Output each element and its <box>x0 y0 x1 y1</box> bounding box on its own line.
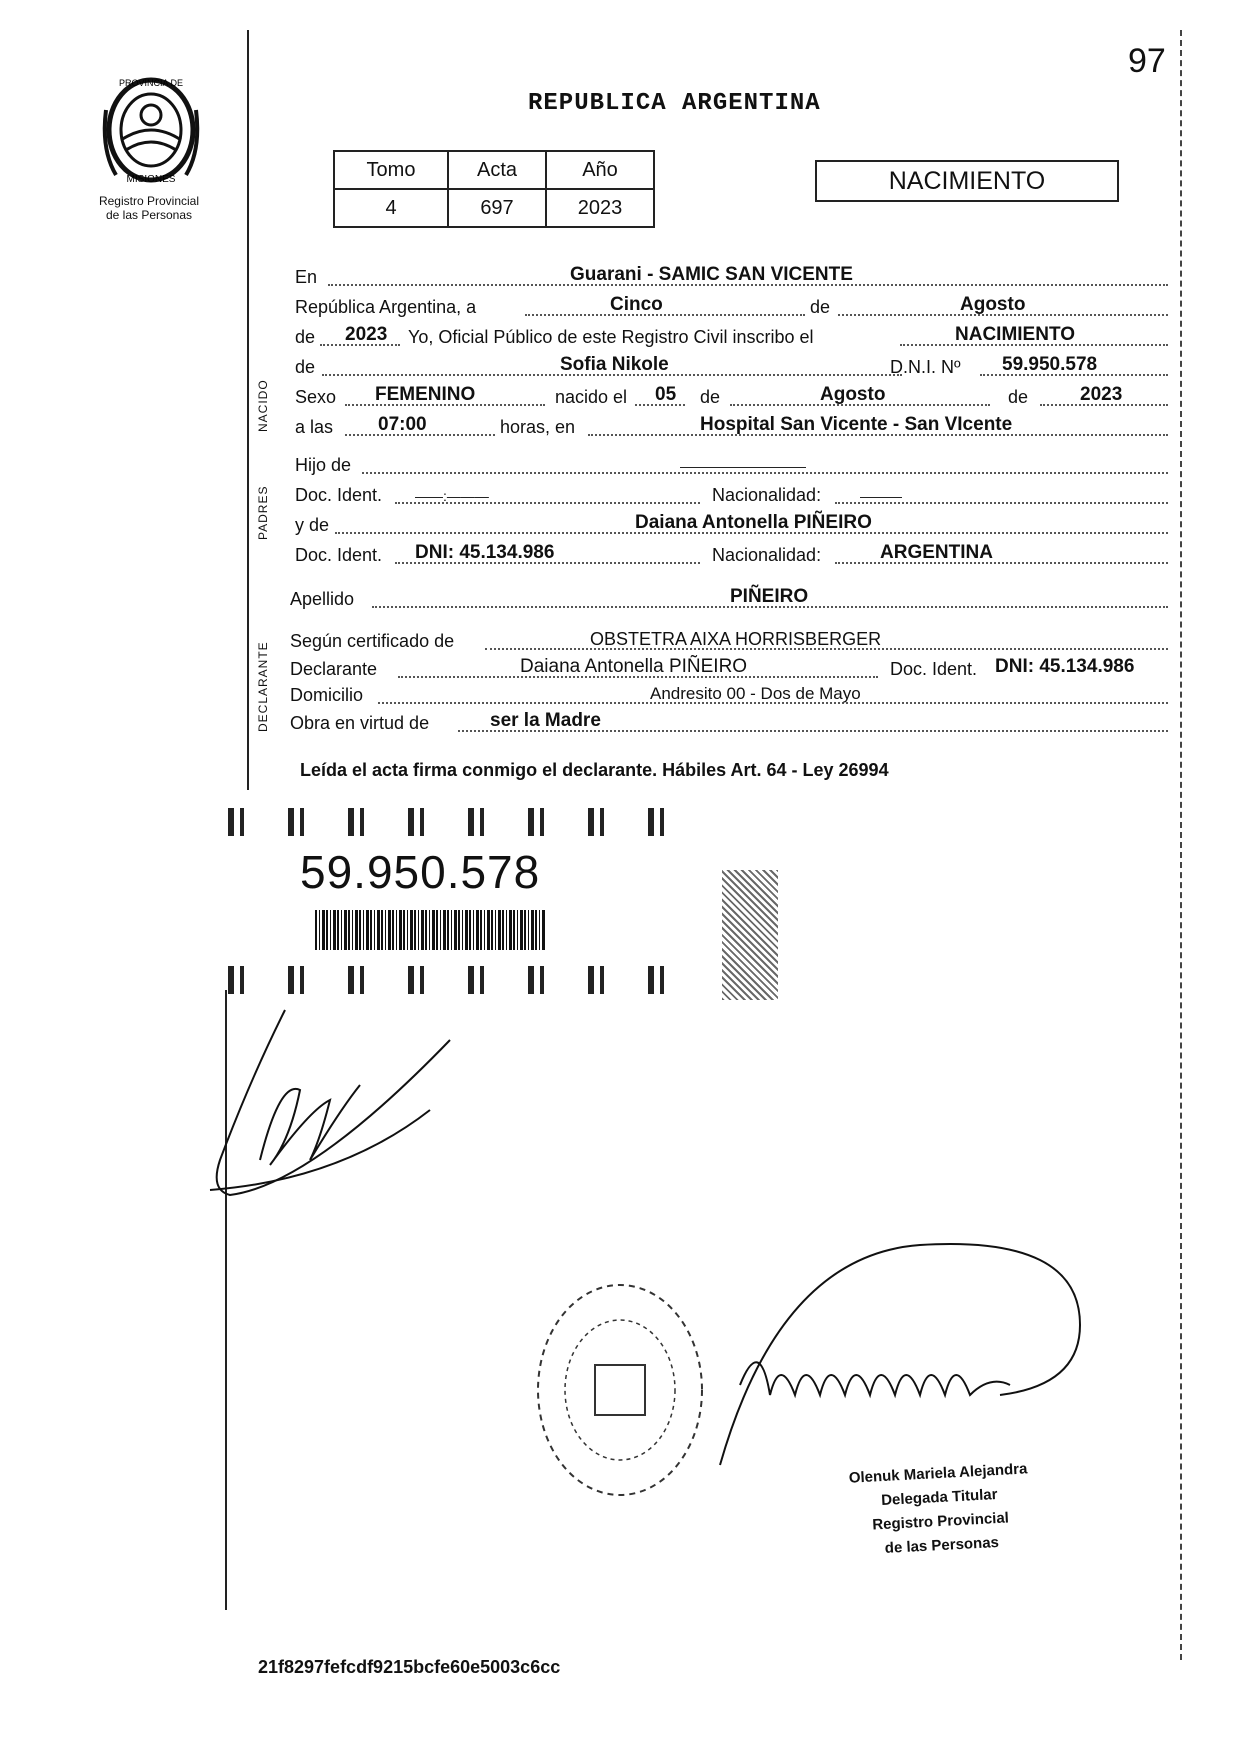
book-value-ano: 2023 <box>546 189 654 227</box>
mother-doc: DNI: 45.134.986 <box>415 542 555 563</box>
book-value-tomo: 4 <box>334 189 448 227</box>
document-hash: 21f8297fefcdf9215bcfe60e5003c6cc <box>258 1657 561 1677</box>
birth-place: Hospital San Vicente - San VIcente <box>700 414 1013 435</box>
book-table <box>333 150 655 228</box>
row-declarante: Declarante Daiana Antonella PIÑEIRO Doc. Ident. DNI: 45.134.986 <box>290 656 1135 679</box>
mother-name: Daiana Antonella PIÑEIRO <box>635 512 872 533</box>
republica-label: República Argentina, a <box>295 297 477 317</box>
en-label: En <box>295 267 318 287</box>
row-doc2: Doc. Ident. DNI: 45.134.986 Nacionalidad: ARGENTINA <box>290 540 1168 568</box>
barcode <box>315 910 545 950</box>
book-header-tomo: Tomo <box>334 151 448 189</box>
record-type-box: NACIMIENTO <box>815 160 1119 202</box>
provincial-seal <box>96 70 206 190</box>
row-en <box>290 262 1168 290</box>
en-value: Guarani - SAMIC SAN VICENTE <box>570 264 853 285</box>
side-label-nacido: NACIDO <box>256 379 270 432</box>
book-header-acta: Acta <box>448 151 546 189</box>
right-margin-line <box>1180 30 1182 1660</box>
father-doc: ——:——— <box>415 488 489 504</box>
certificate-issuer: OBSTETRA AIXA HORRISBERGER <box>590 629 882 649</box>
month: Agosto <box>960 294 1026 315</box>
page-title: REPUBLICA ARGENTINA <box>528 90 821 117</box>
svg-text:PROVINCIA DE: PROVINCIA DE <box>118 78 184 88</box>
row-doc1: Doc. Ident. ——:——— Nacionalidad: ——— <box>290 480 1168 508</box>
year: 2023 <box>345 324 388 345</box>
page-number: 97 <box>1128 42 1166 80</box>
official-round-stamp <box>525 1270 715 1510</box>
row-republica <box>290 292 1168 320</box>
obra: ser la Madre <box>490 710 601 731</box>
row-hora: a las 07:00 horas, en Hospital San Vicente - San VIcente <box>290 412 1168 440</box>
row-apellido: Apellido PIÑEIRO <box>290 584 1168 612</box>
closing-statement: Leída el acta firma conmigo el declarante. Hábiles Art. 64 - Ley 26994 <box>300 760 889 780</box>
declarant-doc: DNI: 45.134.986 <box>995 656 1135 677</box>
sexo: FEMENINO <box>375 384 476 405</box>
row-certificado: Según certificado de OBSTETRA AIXA HORRISBERGER <box>290 626 1168 654</box>
declarant-signature <box>190 990 490 1220</box>
side-label-declarante: DECLARANTE <box>256 641 270 732</box>
official-name: Olenuk Mariela Alejandra <box>848 1460 1028 1487</box>
day-words: Cinco <box>610 294 663 315</box>
official-block <box>808 1455 1073 1564</box>
child-name: Sofia Nikole <box>560 354 669 375</box>
record-value: NACIMIENTO <box>955 324 1075 345</box>
svg-text:MISIONES: MISIONES <box>126 174 176 185</box>
oficial-text: Yo, Oficial Público de este Registro Civil inscribo el <box>408 327 814 347</box>
row-obra: Obra en virtud de ser la Madre <box>290 708 1168 736</box>
de-label: de <box>810 297 831 317</box>
father-nationality: ——— <box>860 488 902 504</box>
birth-year: 2023 <box>1080 384 1123 405</box>
row-mother: y de Daiana Antonella PIÑEIRO <box>290 510 1168 538</box>
apellido: PIÑEIRO <box>730 586 809 607</box>
official-org-2: de las Personas <box>884 1533 1000 1557</box>
book-header-ano: Año <box>546 151 654 189</box>
child-dni: 59.950.578 <box>1002 354 1098 375</box>
sticker-band-top <box>228 808 676 836</box>
row-name: de Sofia Nikole D.N.I. Nº 59.950.578 <box>290 352 1168 380</box>
mother-nationality: ARGENTINA <box>880 542 993 563</box>
father-name: ————————— <box>680 458 806 474</box>
left-margin-line <box>247 30 249 790</box>
row-sexo: Sexo FEMENINO nacido el 05 de Agosto de 2023 <box>290 382 1168 410</box>
row-domicilio: Domicilio Andresito 00 - Dos de Mayo <box>290 680 1168 708</box>
book-value-acta: 697 <box>448 189 546 227</box>
registry-label: Registro Provincial de las Personas <box>98 194 200 222</box>
official-org-1: Registro Provincial <box>871 1509 1010 1534</box>
sticker-number: 59.950.578 <box>300 846 541 898</box>
official-role: Delegada Titular <box>880 1485 998 1510</box>
domicilio: Andresito 00 - Dos de Mayo <box>650 684 861 703</box>
birth-day: 05 <box>655 384 677 405</box>
side-label-padres: PADRES <box>256 485 270 540</box>
birth-month: Agosto <box>820 384 886 405</box>
hologram-seal <box>722 870 778 1000</box>
birth-hour: 07:00 <box>378 414 427 435</box>
row-oficial: de 2023 Yo, Oficial Público de este Registro Civil inscribo el NACIMIENTO <box>290 322 1168 350</box>
row-hijo: Hijo de ————————— <box>290 450 1168 478</box>
declarant-name: Daiana Antonella PIÑEIRO <box>520 656 748 677</box>
